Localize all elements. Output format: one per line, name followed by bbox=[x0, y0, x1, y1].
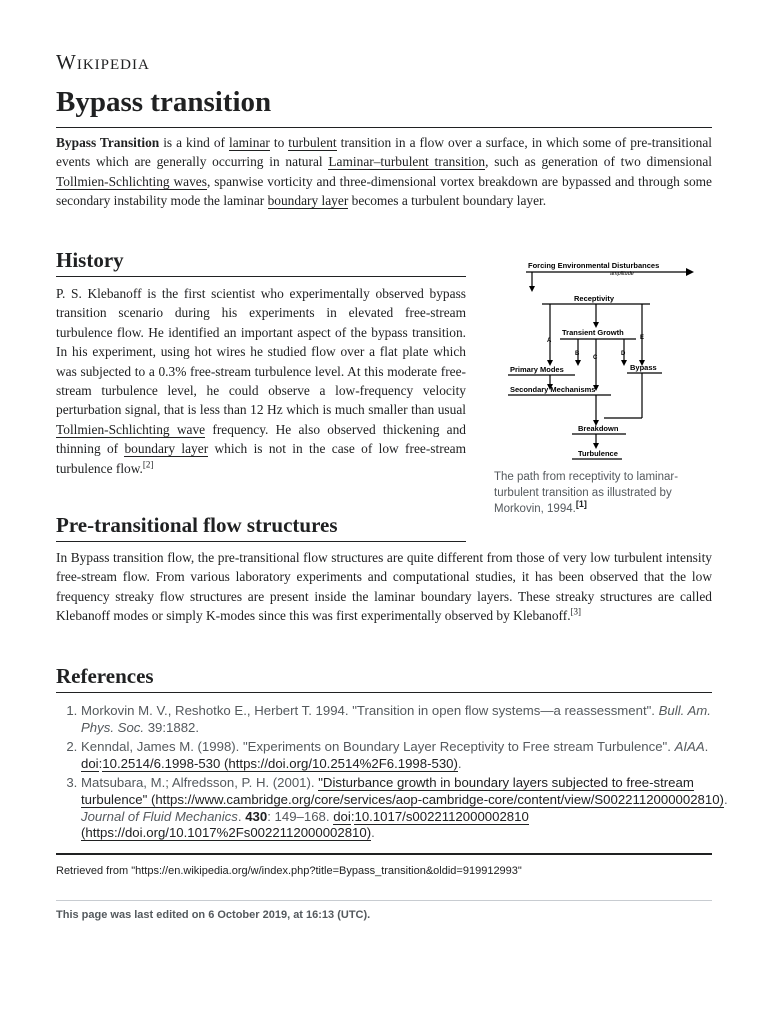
secondary-mechanisms-label: Secondary Mechanisms bbox=[510, 385, 596, 394]
path-a-label: A bbox=[547, 338, 552, 344]
arrowhead bbox=[621, 360, 627, 366]
last-edited: This page was last edited on 6 October 2019, at 16:13 (UTC). bbox=[56, 909, 371, 921]
bypass-label: Bypass bbox=[630, 363, 657, 372]
doi-id-link[interactable]: 10.2514/6.1998-530 bbox=[102, 755, 221, 771]
doi-url[interactable]: (https://doi.org/10.2514%2F6.1998-530) bbox=[220, 755, 458, 771]
amplitude-arrowhead bbox=[686, 268, 694, 276]
footer-thin-divider bbox=[56, 900, 712, 901]
ref-journal: AIAA bbox=[674, 739, 705, 755]
ref-text: . bbox=[457, 755, 462, 771]
link-laminar[interactable]: laminar bbox=[228, 135, 270, 150]
pretransitional-heading: Pre-transitional flow structures bbox=[56, 513, 338, 537]
link-boundary-layer[interactable]: boundary layer bbox=[267, 193, 349, 209]
transient-growth-label: Transient Growth bbox=[562, 328, 624, 337]
link-tollmien-schlichting-waves[interactable]: Tollmien-Schlichting waves bbox=[56, 173, 207, 189]
figure-box bbox=[494, 253, 712, 517]
pretransitional-text: In Bypass transition flow, the pre-transitional flow structures are quite different from those of very low turbulent intensity free-stream flow. From various laboratory experiments and computational studies, it has been observed that the low frequency streaky flow structures are present inside the laminar boundary layers. These streaky structures are called Klebanoff modes or simply K-modes since this was first experimentally observed by Klebanoff. bbox=[56, 550, 712, 624]
path-e-label: E bbox=[640, 335, 645, 341]
doi-url[interactable]: (https://doi.org/10.1017%2Fs0022112000002810) bbox=[81, 825, 372, 841]
link-tollmien-schlichting-wave[interactable]: Tollmien-Schlichting wave bbox=[56, 421, 206, 437]
history-divider bbox=[56, 276, 466, 277]
ref-text: 39:1882. bbox=[144, 719, 200, 735]
intro-text: to bbox=[269, 135, 289, 150]
intro-paragraph bbox=[56, 133, 712, 211]
intro-text: transition in a flow over a surface, in which some of pre-transitional events which are generally occurring in natural bbox=[56, 135, 712, 170]
page-title: Bypass transition bbox=[56, 86, 272, 118]
receptivity-label: Receptivity bbox=[574, 294, 615, 303]
intro-text: , spanwise vorticity and three-dimensional vortex breakdown are bypassed and through some secondary instability mode the laminar bbox=[56, 173, 712, 209]
arrowhead bbox=[575, 360, 581, 366]
figure-caption bbox=[494, 469, 712, 517]
ref-text: Morkovin M. V., Reshotko E., Herbert T. 1994. "Transition in open flow systems—a reassessment". bbox=[81, 703, 659, 718]
link-boundary-layer-2[interactable]: boundary layer bbox=[124, 441, 209, 457]
turbulence-label: Turbulence bbox=[578, 449, 618, 458]
path-b-label: B bbox=[575, 351, 580, 357]
pretransitional-paragraph bbox=[56, 548, 712, 626]
reference-item bbox=[81, 703, 733, 736]
history-text: P. S. Klebanoff is the first scientist who experimentally observed bypass transition scenario during his experiments in elevated free-stream turbulence flow. He identified an important aspect of the bypass transition. In his experiment, using hot wires he studied flow over a flat plate which was subjected to a 0.3% free-stream turbulence level. At this moderate free-stream turbulence level, he could observe a low-frequency velocity perturbation signal, that is less than 12 Hz which is much smaller than usual bbox=[56, 286, 466, 418]
retrieved-from[interactable]: Retrieved from "https://en.wikipedia.org/w/index.php?title=Bypass_transition&oldid=919912993" bbox=[56, 865, 522, 877]
title-divider bbox=[56, 127, 712, 128]
wikipedia-logo[interactable]: Wikipedia bbox=[56, 50, 150, 74]
ref-text: . bbox=[704, 739, 709, 755]
citation-3[interactable]: [3] bbox=[570, 606, 582, 617]
citation-2[interactable]: [2] bbox=[142, 459, 154, 470]
history-section bbox=[56, 284, 466, 478]
intro-text: , such as generation of two dimensional bbox=[485, 154, 712, 170]
ref-text: : 149–168. bbox=[267, 808, 334, 824]
ref-text: Matsubara, M.; Alfredsson, P. H. (2001). bbox=[81, 775, 319, 791]
doi-id-link[interactable]: 10.1017/s0022112000002810 bbox=[354, 808, 529, 824]
ref-journal: Bull. Am. Phys. Soc. bbox=[81, 703, 711, 735]
doi-link[interactable]: doi bbox=[333, 808, 351, 824]
ref-text: . bbox=[723, 791, 728, 807]
history-heading: History bbox=[56, 248, 124, 272]
ref-text: : bbox=[350, 808, 355, 824]
ref-text: : bbox=[98, 755, 103, 771]
history-text: frequency. He also observed thickening and thinning of bbox=[56, 421, 466, 457]
history-paragraph bbox=[56, 284, 466, 478]
arrowhead bbox=[529, 286, 535, 292]
history-text: which is not in the case of low free-stream turbulence flow. bbox=[56, 441, 466, 476]
citation-1[interactable]: [1] bbox=[575, 499, 587, 510]
ref-title-link[interactable]: "Disturbance growth in boundary layers subjected to free-stream turbulence" bbox=[81, 775, 694, 807]
pretransitional-section bbox=[56, 548, 712, 626]
caption-text: The path from receptivity to laminar-turbulent transition as illustrated by Morkovin, 1994. bbox=[494, 471, 679, 515]
references-divider bbox=[56, 692, 712, 693]
doi-link[interactable]: doi bbox=[81, 755, 99, 771]
intro-text: is a kind of bbox=[159, 135, 229, 150]
ref-journal: Journal of Fluid Mechanics bbox=[81, 808, 238, 824]
footer-divider bbox=[56, 853, 712, 855]
forcing-label: Forcing Environmental Disturbances bbox=[528, 261, 660, 270]
ref-text: . bbox=[237, 808, 246, 824]
ref-text: Kenndal, James M. (1998). "Experiments on Boundary Layer Receptivity to Free stream Turbulence". bbox=[81, 739, 675, 755]
link-turbulent[interactable]: turbulent bbox=[288, 135, 337, 150]
pretransitional-divider bbox=[56, 541, 466, 542]
ref-title-url[interactable]: (https://www.cambridge.org/core/services/aop-cambridge-core/content/view/S0022112000002810) bbox=[147, 791, 724, 807]
breakdown-label: Breakdown bbox=[578, 424, 619, 433]
amplitude-label: amplitude bbox=[610, 271, 634, 277]
references-list bbox=[62, 703, 733, 845]
reference-item bbox=[81, 775, 733, 841]
intro-section bbox=[56, 133, 712, 211]
link-laminar-turbulent-transition[interactable]: Laminar–turbulent transition bbox=[328, 154, 486, 170]
path-d-label: D bbox=[621, 351, 626, 357]
transition-path-diagram[interactable] bbox=[494, 253, 712, 463]
references-heading: References bbox=[56, 664, 154, 688]
primary-modes-label: Primary Modes bbox=[510, 365, 564, 374]
intro-text: becomes a turbulent boundary layer. bbox=[348, 193, 547, 209]
path-c-label: C bbox=[593, 355, 598, 361]
intro-bold-term: Bypass Transition bbox=[56, 135, 160, 150]
ref-volume: 430 bbox=[245, 808, 268, 824]
reference-item bbox=[81, 739, 733, 772]
ref-text: . bbox=[371, 825, 375, 841]
